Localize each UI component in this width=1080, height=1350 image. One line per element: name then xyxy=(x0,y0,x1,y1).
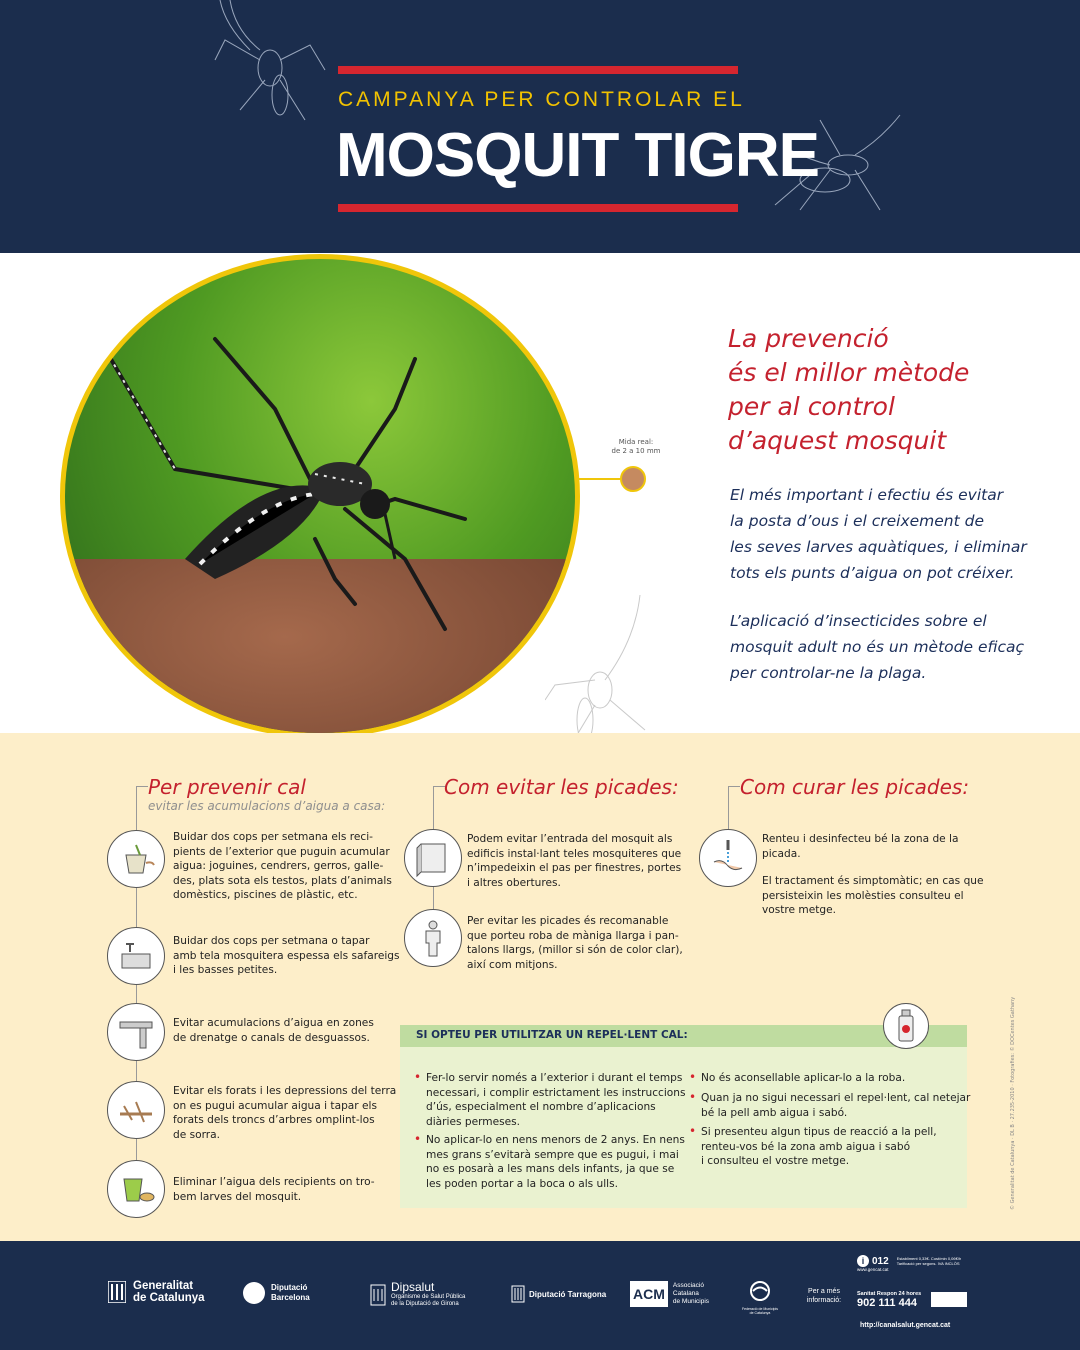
dipsalut-logo: Dipsalut Organisme de Salut Pública de la Diputació de Girona xyxy=(370,1280,465,1308)
washing-hands-icon xyxy=(699,829,757,887)
prevent-item-1: Buidar dos cops per setmana els reci- pients de l’exterior que puguin acumular aigua: joguines, cendrers, gerros, galle- des, plats sota els testos, plats d’animals domèstics, piscines de plàstic, etc. xyxy=(173,831,392,901)
avoid-item-1: Podem evitar l’entrada del mosquit als edificis instal·lant teles mosquiteres que n’impedeixin el pas per finestres, portes i altres obertures. xyxy=(467,833,682,889)
dipsalut-emblem-icon xyxy=(370,1281,386,1307)
bracket xyxy=(136,786,148,808)
gencat-emblem-icon xyxy=(108,1281,126,1303)
cure-timeline xyxy=(728,808,729,830)
sanitat-respon: Sanitat Respon 24 hores 902 111 444 xyxy=(857,1291,922,1309)
credits-note: © Generalitat de Catalunya · DL B · 27.235-2010 · Fotografies: © DOCentes Gathany xyxy=(1010,996,1016,1210)
info-icon: i xyxy=(857,1255,869,1267)
window-screen-icon xyxy=(404,829,462,887)
prevent-item-2: Buidar dos cops per setmana o tapar amb tela mosquitera espessa els safareigs i les basses petites. xyxy=(173,935,400,976)
repellent-right-2: • Quan ja no sigui necessari el repel·lent, cal netejar bé la pell amb aigua i sabó. xyxy=(689,1090,971,1119)
prevent-subheading: evitar les acumulacions d’aigua a casa: xyxy=(148,799,386,813)
avoid-item-2: Per evitar les picades és recomanable que porteu roba de màniga llarga i pan- talons llargs, (millor si són de color clar), així com mitjons. xyxy=(467,915,683,971)
red-bar-top xyxy=(338,66,738,74)
sanitat-symbol-icon xyxy=(931,1292,967,1307)
repellent-heading: SI OPTEU PER UTILITZAR UN REPEL·LENT CAL: xyxy=(400,1025,967,1047)
diputacio-tarragona-emblem-icon xyxy=(511,1285,525,1303)
clothed-person-icon xyxy=(404,909,462,967)
headline-line: per al control xyxy=(728,392,895,421)
diputacio-barcelona-logo: Diputació Barcelona xyxy=(243,1282,310,1304)
canalsalut-link[interactable]: http://canalsalut.gencat.cat xyxy=(860,1322,951,1329)
gencat-logo: Generalitat de Catalunya xyxy=(108,1280,205,1304)
prevent-item-4: Evitar els forats i les depressions del terra on es pugui acumular aigua i tapar els forats dels troncs d’arbres omplint-los de sorra. xyxy=(173,1085,397,1141)
acm-badge: ACM xyxy=(630,1281,668,1307)
sanitat-phone[interactable]: 902 111 444 xyxy=(857,1297,917,1309)
acm-logo: ACM Associació Catalana de Municipis xyxy=(630,1281,709,1307)
prevent-item-5: Eliminar l’aigua dels recipients on tro- bem larves del mosquit. xyxy=(173,1176,375,1203)
washbasin-icon xyxy=(107,927,165,985)
size-connector xyxy=(578,478,620,480)
headline xyxy=(728,322,1028,458)
intro-paragraph-1: El més important i efectiu és evitar la posta d’ous i el creixement de les seves larves aquàtiques, i eliminar tots els punts d’aigua on pot créixer. xyxy=(730,486,1027,582)
repellent-left-1: • Fer-lo servir només a l’exterior i durant el temps necessari, i complir estrictament les instruccions d’ús, especialment el nombre d’aplicacions diàries permeses. xyxy=(414,1070,686,1128)
repellent-left-2: • No aplicar-lo en nens menors de 2 anys. En nens mes grans s’evitarà sempre que es pugui, i mai no es posarà a les mans dels infants, ja que se les poden portar a la boca o als ulls. xyxy=(414,1132,685,1190)
fmc-emblem-icon xyxy=(747,1280,773,1302)
fmc-logo: Federació de Municipis de Catalunya xyxy=(737,1280,783,1315)
more-info-label: Per a més informació: xyxy=(806,1288,842,1304)
drain-gutter-icon xyxy=(107,1003,165,1061)
intro-paragraph-2: L’aplicació d’insecticides sobre el mosquit adult no és un mètode eficaç per controlar-ne la plaga. xyxy=(730,612,1025,682)
flowerpot-icon xyxy=(107,830,165,888)
cure-item-1: Renteu i desinfecteu bé la zona de la picada. xyxy=(762,833,959,860)
mosquito-photo xyxy=(60,254,580,738)
mosquito-sketch-top-left xyxy=(210,0,330,125)
cure-heading: Com curar les picades: xyxy=(740,775,970,799)
actual-size-icon xyxy=(620,466,646,492)
headline-line: La prevenció xyxy=(728,324,889,353)
red-bar-bottom xyxy=(338,204,738,212)
cure-item-2: El tractament és simptomàtic; en cas que persisteixin les molèsties consulteu el vostre metge. xyxy=(762,875,984,916)
prevent-item-3: Evitar acumulacions d’aigua en zones de drenatge o canals de desguassos. xyxy=(173,1017,374,1044)
repellent-bottle-icon xyxy=(883,1003,929,1049)
prevent-heading: Per prevenir cal xyxy=(148,775,306,799)
o12-block: i 012 Establiment 0,33€. Cost/min 0,06€/h Tarificació per segons. IVA INCLÒS www.gencat.cat xyxy=(857,1255,962,1272)
headline-line: d’aquest mosquit xyxy=(728,426,947,455)
diputacio-barcelona-emblem-icon xyxy=(243,1282,265,1304)
repellent-right-1: • No és aconsellable aplicar-lo a la roba. xyxy=(689,1070,906,1084)
bucket-icon xyxy=(107,1160,165,1218)
headline-line: és el millor mètode xyxy=(728,358,970,387)
repellent-right-3: • Si presenteu algun tipus de reacció a la pell, renteu-vos bé la zona amb aigua i sabó i consulteu el vostre metge. xyxy=(689,1124,937,1167)
avoid-heading: Com evitar les picades: xyxy=(444,775,679,799)
campaign-subtitle: CAMPANYA PER CONTROLAR EL xyxy=(338,88,745,111)
campaign-title: MOSQUIT TIGRE xyxy=(336,121,819,190)
ground-hole-icon xyxy=(107,1081,165,1139)
bracket xyxy=(728,786,740,808)
size-note: Mida real: de 2 a 10 mm xyxy=(611,438,661,455)
diputacio-tarragona-logo: Diputació Tarragona xyxy=(511,1285,606,1303)
